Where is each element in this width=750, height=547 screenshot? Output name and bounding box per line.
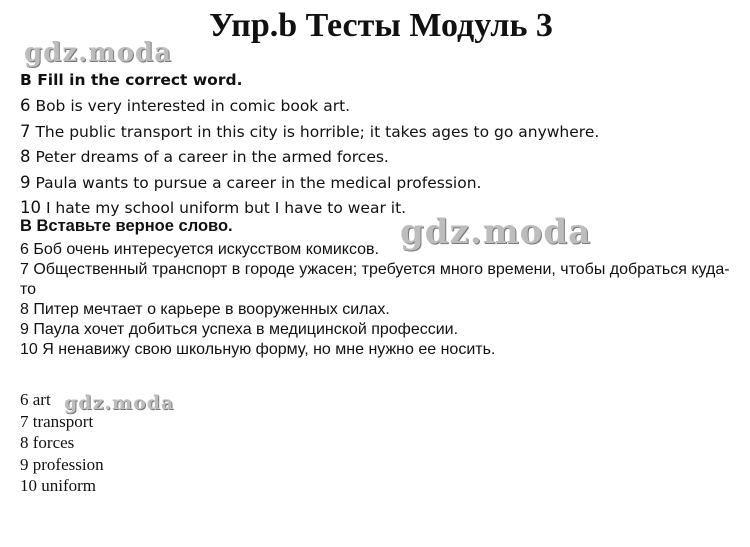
sentence-number: 10 — [20, 198, 41, 217]
sentence-text: The public transport in this city is horrible; it takes ages to go anywhere. — [35, 122, 600, 141]
english-sentence — [20, 119, 599, 145]
english-sentence — [20, 170, 599, 196]
sentence-text: I hate my school uniform but I have to wear it. — [45, 199, 407, 217]
russian-translation-list — [20, 240, 732, 360]
english-sentence — [20, 144, 599, 170]
russian-sentence: 8 Питер мечтает о карьере в вооруженных силах. — [20, 301, 390, 318]
russian-sentence: 7 Общественный транспорт в городе ужасен; требуется много времени, чтобы добраться куда-то — [20, 261, 730, 298]
answer-item: 10 uniform — [20, 476, 97, 495]
sentence-text: Paula wants to pursue a career in the medical profession. — [35, 173, 482, 192]
watermark-logo: gdz.moda — [64, 392, 175, 414]
answer-item: 8 forces — [20, 433, 75, 452]
sentence-number: 8 — [20, 147, 31, 166]
sentence-text: Peter dreams of a career in the armed forces. — [35, 148, 389, 166]
page-title: Упр.b Тесты Модуль 3 — [209, 7, 553, 44]
english-sentence-list — [20, 93, 599, 221]
answer-item: 9 profession — [20, 454, 104, 474]
sentence-number: 9 — [20, 172, 31, 192]
russian-sentence: 6 Боб очень интересуется искусством комиксов. — [20, 241, 379, 258]
watermark-logo: gdz.moda — [400, 212, 592, 252]
answer-item: 7 transport — [20, 411, 94, 431]
watermark-logo: gdz.moda — [24, 38, 173, 68]
sentence-number: 6 — [20, 96, 31, 115]
russian-sentence: 9 Паула хочет добиться успеха в медицинской профессии. — [20, 321, 459, 338]
answer-item: 6 art — [20, 390, 51, 409]
english-sentence — [20, 93, 599, 119]
russian-sentence: 10 Я ненавижу свою школьную форму, но мне нужно ее носить. — [20, 341, 496, 358]
sentence-number: 7 — [20, 121, 31, 141]
russian-task-heading: В Вставьте верное слово. — [20, 217, 233, 235]
english-task-heading: B Fill in the correct word. — [20, 71, 243, 89]
sentence-text: Bob is very interested in comic book art. — [35, 97, 351, 115]
